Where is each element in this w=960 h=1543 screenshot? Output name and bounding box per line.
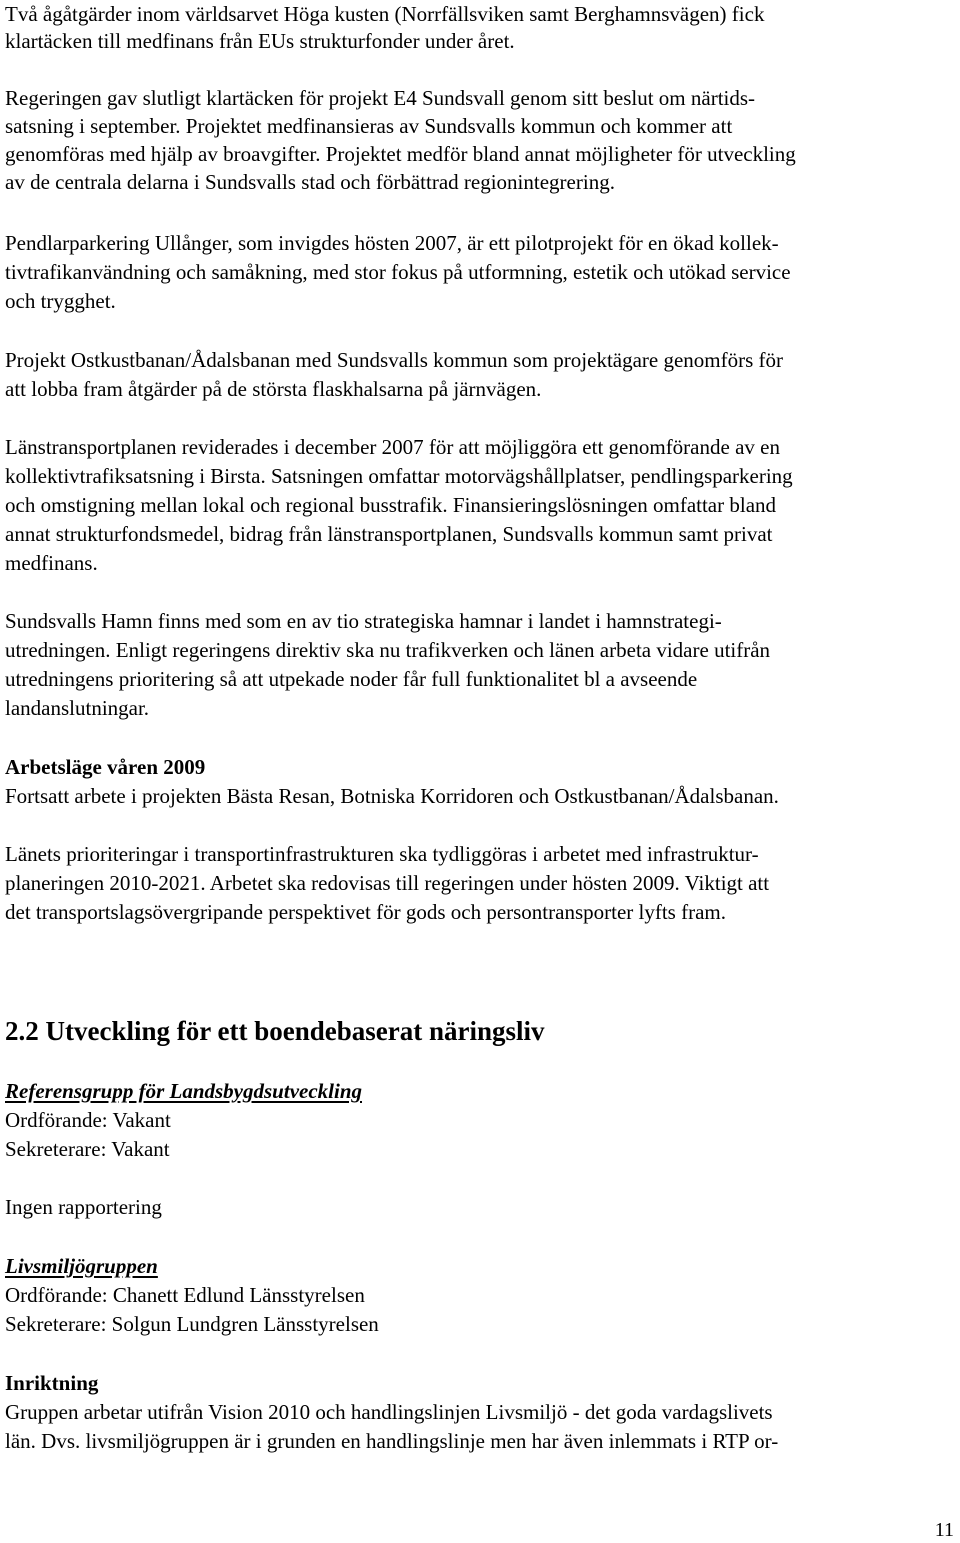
paragraph-5-line-1: Länstransportplanen reviderades i december 2007 för att möjliggöra ett genomförande av en [5,435,780,459]
paragraph-4-line-1: Projekt Ostkustbanan/Ådalsbanan med Sundsvalls kommun som projektägare genomförs för [5,348,784,372]
paragraph-8-line-2: planeringen 2010-2021. Arbetet ska redovisas till regeringen under hösten 2009. Viktigt att [5,871,770,895]
paragraph-5-line-3: och omstigning mellan lokal och regional busstrafik. Finansieringslösningen omfattar bland [5,493,777,517]
inriktning-heading: Inriktning [5,1371,99,1395]
paragraph-3-line-2: tivtrafikanvändning och samåkning, med stor fokus på utformning, estetik och utökad service [5,260,791,284]
section-heading: 2.2 Utveckling för ett boendebaserat näringsliv [5,1016,545,1046]
page-number: 11 [934,1519,954,1541]
paragraph-6-line-3: utredningens prioritering så att utpekade noder får full funktionalitet bl a avseende [5,667,698,691]
paragraph-2-line-2: satsning i september. Projektet medfinansieras av Sundsvalls kommun och kommer att [5,114,733,138]
paragraph-3-line-3: och trygghet. [5,289,116,313]
group-1-note: Ingen rapportering [5,1195,162,1219]
group-2-title: Livsmiljögruppen [5,1254,158,1278]
paragraph-5-line-5: medfinans. [5,551,98,575]
paragraph-6-line-1: Sundsvalls Hamn finns med som en av tio strategiska hamnar i landet i hamnstrategi- [5,609,722,633]
inriktning-line-1: Gruppen arbetar utifrån Vision 2010 och handlingslinjen Livsmiljö - det goda vardagslivets [5,1400,773,1424]
paragraph-6-line-2: utredningen. Enligt regeringens direktiv ska nu trafikverken och länen arbeta vidare utifrån [5,638,771,662]
paragraph-2-line-4: av de centrala delarna i Sundsvalls stad och förbättrad regionintegrering. [5,170,615,194]
group-2-secretary: Sekreterare: Solgun Lundgren Länsstyrelsen [5,1312,379,1336]
paragraph-2-line-3: genomföras med hjälp av broavgifter. Projektet medför bland annat möjligheter för utveckling [5,142,796,166]
inriktning-line-2: län. Dvs. livsmiljögruppen är i grunden en handlingslinje men har även inlemmats i RTP or- [5,1429,779,1453]
paragraph-4-line-2: att lobba fram åtgärder på de största flaskhalsarna på järnvägen. [5,377,542,401]
group-1-chair: Ordförande: Vakant [5,1108,171,1132]
paragraph-8-line-3: det transportslagsövergripande perspektivet för gods och persontransporter lyfts fram. [5,900,726,924]
paragraph-8-line-1: Länets prioriteringar i transportinfrastrukturen ska tydliggöras i arbetet med infrastruktur- [5,842,759,866]
paragraph-5-line-2: kollektivtrafiksatsning i Birsta. Satsningen omfattar motorvägshållplatser, pendlingsparkering [5,464,793,488]
paragraph-1-line-2: klartäcken till medfinans från EUs strukturfonder under året. [5,29,515,53]
paragraph-1-line-1: Två ågåtgärder inom världsarvet Höga kusten (Norrfällsviken samt Berghamnsvägen) fick [5,2,765,26]
group-1-secretary: Sekreterare: Vakant [5,1137,170,1161]
paragraph-6-line-4: landanslutningar. [5,696,150,720]
group-1-title: Referensgrupp för Landsbygdsutveckling [5,1079,362,1103]
arbetslage-heading: Arbetsläge våren 2009 [5,755,206,779]
paragraph-3-line-1: Pendlarparkering Ullånger, som invigdes hösten 2007, är ett pilotprojekt för en ökad kollek- [5,231,779,255]
group-2-chair: Ordförande: Chanett Edlund Länsstyrelsen [5,1283,365,1307]
paragraph-7-line-1: Fortsatt arbete i projekten Bästa Resan, Botniska Korridoren och Ostkustbanan/Ådalsbanan. [5,784,779,808]
paragraph-5-line-4: annat strukturfondsmedel, bidrag från länstransportplanen, Sundsvalls kommun samt privat [5,522,773,546]
paragraph-2-line-1: Regeringen gav slutligt klartäcken för projekt E4 Sundsvall genom sitt beslut om närtids- [5,86,756,110]
